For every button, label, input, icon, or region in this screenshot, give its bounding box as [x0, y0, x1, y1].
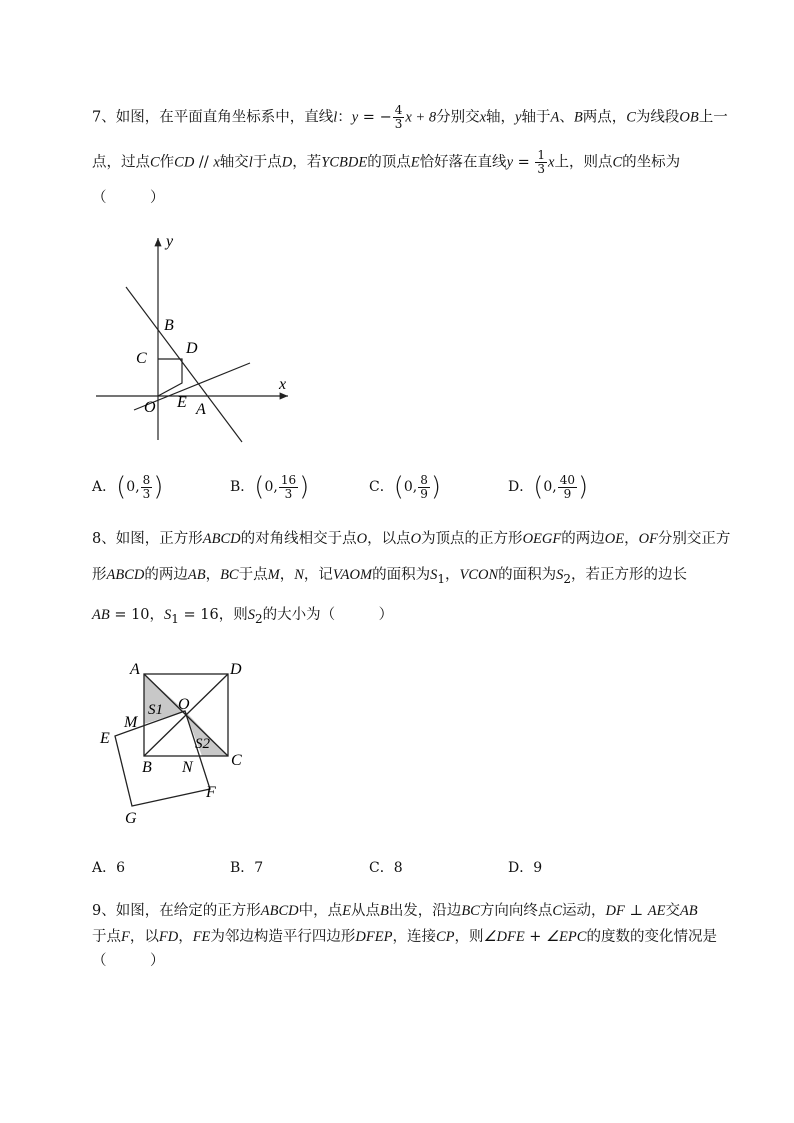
- equals-16: = 16: [178, 607, 219, 623]
- segment-OB: OB: [679, 109, 699, 126]
- subscript: 2: [255, 611, 263, 626]
- q9-text: 运动，: [562, 903, 606, 919]
- q7-text: 分别交: [436, 109, 480, 126]
- point-C: C: [626, 109, 636, 126]
- angle-DFE: ∠DFE: [483, 929, 525, 945]
- segment-FE: FE: [192, 929, 211, 945]
- q9-text: 于点: [92, 929, 121, 945]
- label-N: N: [182, 759, 193, 776]
- parallelogram-cbde: [158, 359, 182, 396]
- q9-text: 从点: [350, 903, 380, 919]
- label-y: y: [166, 233, 174, 250]
- q9-text: 为邻边构造平行四边形: [210, 929, 356, 945]
- option-prefix: 0,: [403, 479, 418, 495]
- q7-text: 上一: [698, 109, 728, 126]
- q7-text: 的顶点: [367, 154, 411, 171]
- option-letter: B．: [230, 860, 255, 876]
- point-M: M: [267, 567, 280, 583]
- point-C: C: [150, 154, 160, 171]
- label-A: A: [130, 661, 140, 678]
- segment-FD: FD: [158, 929, 179, 945]
- option-value: 9: [533, 860, 543, 876]
- paren-close: ): [299, 472, 310, 502]
- q8-text: 的面积为: [498, 567, 557, 583]
- option-prefix: 0,: [126, 479, 140, 495]
- var-x: x: [213, 154, 220, 171]
- segment-AB: AB: [679, 903, 698, 919]
- frac-den: 3: [142, 486, 151, 501]
- option-fraction: [141, 474, 153, 501]
- triangle-AOM: VAOM: [332, 567, 373, 583]
- fraction-1-3: [535, 149, 547, 176]
- var-y: y: [506, 154, 513, 171]
- label-M: M: [124, 714, 138, 731]
- frac-num: 4: [394, 103, 403, 117]
- square-ABCD: ABCD: [202, 531, 241, 547]
- q9-text: 中，点: [298, 903, 343, 919]
- label-S1: S1: [148, 702, 163, 718]
- plus: +: [524, 929, 547, 945]
- point-A: A: [550, 109, 560, 126]
- q8-text: ，以点: [367, 531, 411, 547]
- frac-num: 40: [559, 472, 576, 487]
- expr-x-plus-8: x + 8: [405, 109, 437, 126]
- square-OEGF: OEGF: [522, 531, 562, 547]
- q8-text: 形: [92, 567, 107, 583]
- sep: 、: [559, 109, 574, 126]
- option-letter: C．: [369, 860, 394, 876]
- triangle-CON: VCON: [459, 567, 499, 583]
- label-E: E: [177, 394, 187, 411]
- frac-den: 3: [537, 162, 546, 176]
- q9-text: 出发，沿边: [388, 903, 462, 919]
- label-S2: S2: [195, 736, 210, 752]
- frac-den: 3: [284, 486, 293, 501]
- point-C: C: [612, 154, 623, 171]
- point-E: E: [410, 154, 420, 171]
- angle-EPC: ∠EPC: [546, 929, 587, 945]
- segment-DF: DF: [605, 903, 625, 919]
- q8-text: 的面积为: [372, 567, 431, 583]
- label-E: E: [100, 730, 110, 747]
- q8-text: ，: [149, 607, 165, 623]
- option-value: 7: [254, 860, 264, 876]
- segment-AB: AB: [187, 567, 206, 583]
- area-S1: S: [164, 607, 172, 623]
- label-G: G: [125, 810, 137, 827]
- q9-number: 9、: [92, 903, 116, 919]
- option-fraction: [558, 474, 577, 501]
- q8-option-d[interactable]: [508, 857, 542, 877]
- q8-text: ，: [205, 567, 221, 583]
- q8-figure: [94, 654, 274, 834]
- q9-text: 的度数的变化情况是: [586, 929, 717, 945]
- q7-text: 轴交: [219, 154, 249, 171]
- q8-option-c[interactable]: [369, 857, 403, 877]
- q7-text: 如图，在平面直角坐标系中，直线: [115, 109, 334, 126]
- paren-open: (: [533, 472, 544, 502]
- q7-text: 点，过点: [92, 154, 150, 171]
- q9-text: ，连接: [392, 929, 436, 945]
- q7-option-c[interactable]: [369, 472, 441, 502]
- q8-option-b[interactable]: [230, 857, 263, 877]
- paren-open: (: [116, 472, 127, 502]
- subscript: 1: [171, 611, 179, 626]
- paren-close: ): [153, 472, 164, 502]
- var-y: y: [515, 109, 522, 126]
- q8-text: ，记: [303, 567, 333, 583]
- point-B: B: [379, 903, 389, 919]
- q8-text: 分别交正方: [657, 531, 731, 547]
- q7-text: 于点: [252, 154, 282, 171]
- subscript: 2: [563, 571, 572, 586]
- option-fraction: [418, 474, 430, 501]
- colon: ：: [337, 109, 352, 126]
- q8-text: 的对角线相交于点: [240, 531, 357, 547]
- q8-option-a[interactable]: [92, 857, 125, 877]
- label-B: B: [142, 759, 152, 776]
- label-C: C: [136, 350, 147, 367]
- equals-minus: = −: [358, 109, 392, 126]
- q8-text: 的大小为（ ）: [262, 607, 394, 623]
- q7-figure: [90, 230, 310, 450]
- parallelogram-DFEP: DFEP: [355, 929, 393, 945]
- q9-line2: [92, 925, 717, 946]
- q8-text: ，: [624, 531, 639, 547]
- frac-num: 8: [142, 472, 151, 487]
- label-O: O: [144, 399, 156, 416]
- option-prefix: 0,: [543, 479, 557, 495]
- segment-OF: OF: [638, 531, 658, 547]
- paren-close: ): [578, 472, 589, 502]
- q8-text: 于点: [238, 567, 268, 583]
- q8-line2: [92, 563, 687, 586]
- fraction-4-3: [393, 104, 405, 131]
- square-ABCD: ABCD: [260, 903, 299, 919]
- frac-num: 8: [420, 472, 428, 487]
- segment-CP: CP: [435, 929, 455, 945]
- point-D: D: [281, 154, 293, 171]
- q9-text: 交: [665, 903, 680, 919]
- line-l-label: l: [333, 109, 338, 126]
- option-letter: A．: [92, 479, 117, 495]
- label-x: x: [279, 376, 287, 393]
- point-O: O: [356, 531, 368, 547]
- option-letter: C．: [369, 479, 394, 495]
- q7-line2: [92, 149, 680, 176]
- point-F: F: [121, 929, 130, 945]
- label-B: B: [164, 317, 174, 334]
- q9-answer-blank: （ ）: [92, 953, 165, 969]
- paren-close: ): [430, 472, 442, 502]
- square-ABCD: ABCD: [106, 567, 145, 583]
- q7-option-d[interactable]: [508, 472, 588, 502]
- q7-text: 两点，: [582, 109, 627, 126]
- area-S2: S: [556, 567, 564, 583]
- point-C: C: [552, 903, 563, 919]
- segment-OE: OE: [604, 531, 625, 547]
- q7-answer-blank: （ ）: [92, 190, 165, 206]
- q7-text: 轴于: [521, 109, 551, 126]
- var-y: y: [351, 109, 359, 126]
- equals: =: [513, 154, 535, 171]
- q9-text: ，: [178, 929, 193, 945]
- q7-line1: [92, 104, 728, 131]
- label-O: O: [178, 696, 190, 713]
- q8-text: 的两边: [561, 531, 605, 547]
- option-value: 6: [116, 860, 126, 876]
- q9-text: ，以: [129, 929, 159, 945]
- q8-line1: [92, 527, 730, 548]
- parallelogram-CBDE: YCBDE: [321, 154, 368, 171]
- option-letter: D．: [508, 479, 534, 495]
- q7-text: 上，则点: [554, 154, 613, 171]
- frac-num: 1: [537, 148, 546, 162]
- paren-open: (: [254, 472, 265, 502]
- option-prefix: 0,: [264, 479, 278, 495]
- point-N: N: [294, 567, 304, 583]
- var-x: x: [479, 109, 487, 126]
- segment-AB: AB: [92, 607, 110, 623]
- q7-option-b[interactable]: [230, 472, 309, 502]
- subscript: 1: [437, 571, 445, 586]
- q8-text: 如图，正方形: [115, 531, 203, 547]
- label-D: D: [230, 661, 242, 678]
- paren-open: (: [393, 472, 404, 502]
- q7-text: ，若: [292, 154, 322, 171]
- parallel-symbol: //: [194, 154, 214, 171]
- q7-text: 的坐标为: [622, 154, 681, 171]
- frac-den: 9: [420, 486, 428, 501]
- q7-text: 为线段: [635, 109, 680, 126]
- option-fraction: [279, 474, 298, 501]
- q8-line3: [92, 603, 393, 626]
- q8-text: ，: [444, 567, 460, 583]
- segment-CD: CD: [174, 154, 195, 171]
- area-S2: S: [247, 607, 256, 623]
- label-F: F: [206, 784, 216, 801]
- q8-text: 的两边: [144, 567, 188, 583]
- q8-text: ，若正方形的边长: [571, 567, 688, 583]
- q8-text: ，: [279, 567, 295, 583]
- frac-den: 3: [394, 117, 403, 131]
- segment-BC: BC: [220, 567, 239, 583]
- area-S1: S: [430, 567, 438, 583]
- q9-text: 如图，在给定的正方形: [115, 903, 261, 919]
- q7-text: 恰好落在直线: [419, 154, 507, 171]
- perpendicular-symbol: ⊥: [624, 903, 648, 919]
- option-letter: D．: [508, 860, 534, 876]
- frac-num: 16: [280, 472, 297, 487]
- q9-text: 方向向终点: [479, 903, 553, 919]
- option-letter: B．: [230, 479, 255, 495]
- q8-text: 为顶点的正方形: [421, 531, 523, 547]
- point-B: B: [573, 109, 583, 126]
- q8-number: 8、: [92, 531, 116, 547]
- q7-text: 轴，: [486, 109, 516, 126]
- option-letter: A．: [92, 860, 117, 876]
- segment-AE: AE: [647, 903, 666, 919]
- point-O: O: [410, 531, 422, 547]
- option-value: 8: [393, 860, 403, 876]
- q8-text: ，则: [218, 607, 248, 623]
- var-x: x: [548, 154, 555, 171]
- equals-10: = 10: [109, 607, 150, 623]
- line-l-label: l: [248, 154, 253, 171]
- q9-text: ，则: [454, 929, 484, 945]
- label-D: D: [186, 340, 198, 357]
- label-C: C: [231, 752, 242, 769]
- q7-option-a[interactable]: [92, 472, 163, 502]
- label-A: A: [196, 401, 206, 418]
- q7-text: 作: [159, 154, 175, 171]
- frac-den: 9: [563, 486, 572, 501]
- q9-line1: [92, 899, 698, 920]
- q7-number: 7、: [92, 109, 116, 126]
- segment-BC: BC: [461, 903, 480, 919]
- point-E: E: [342, 903, 351, 919]
